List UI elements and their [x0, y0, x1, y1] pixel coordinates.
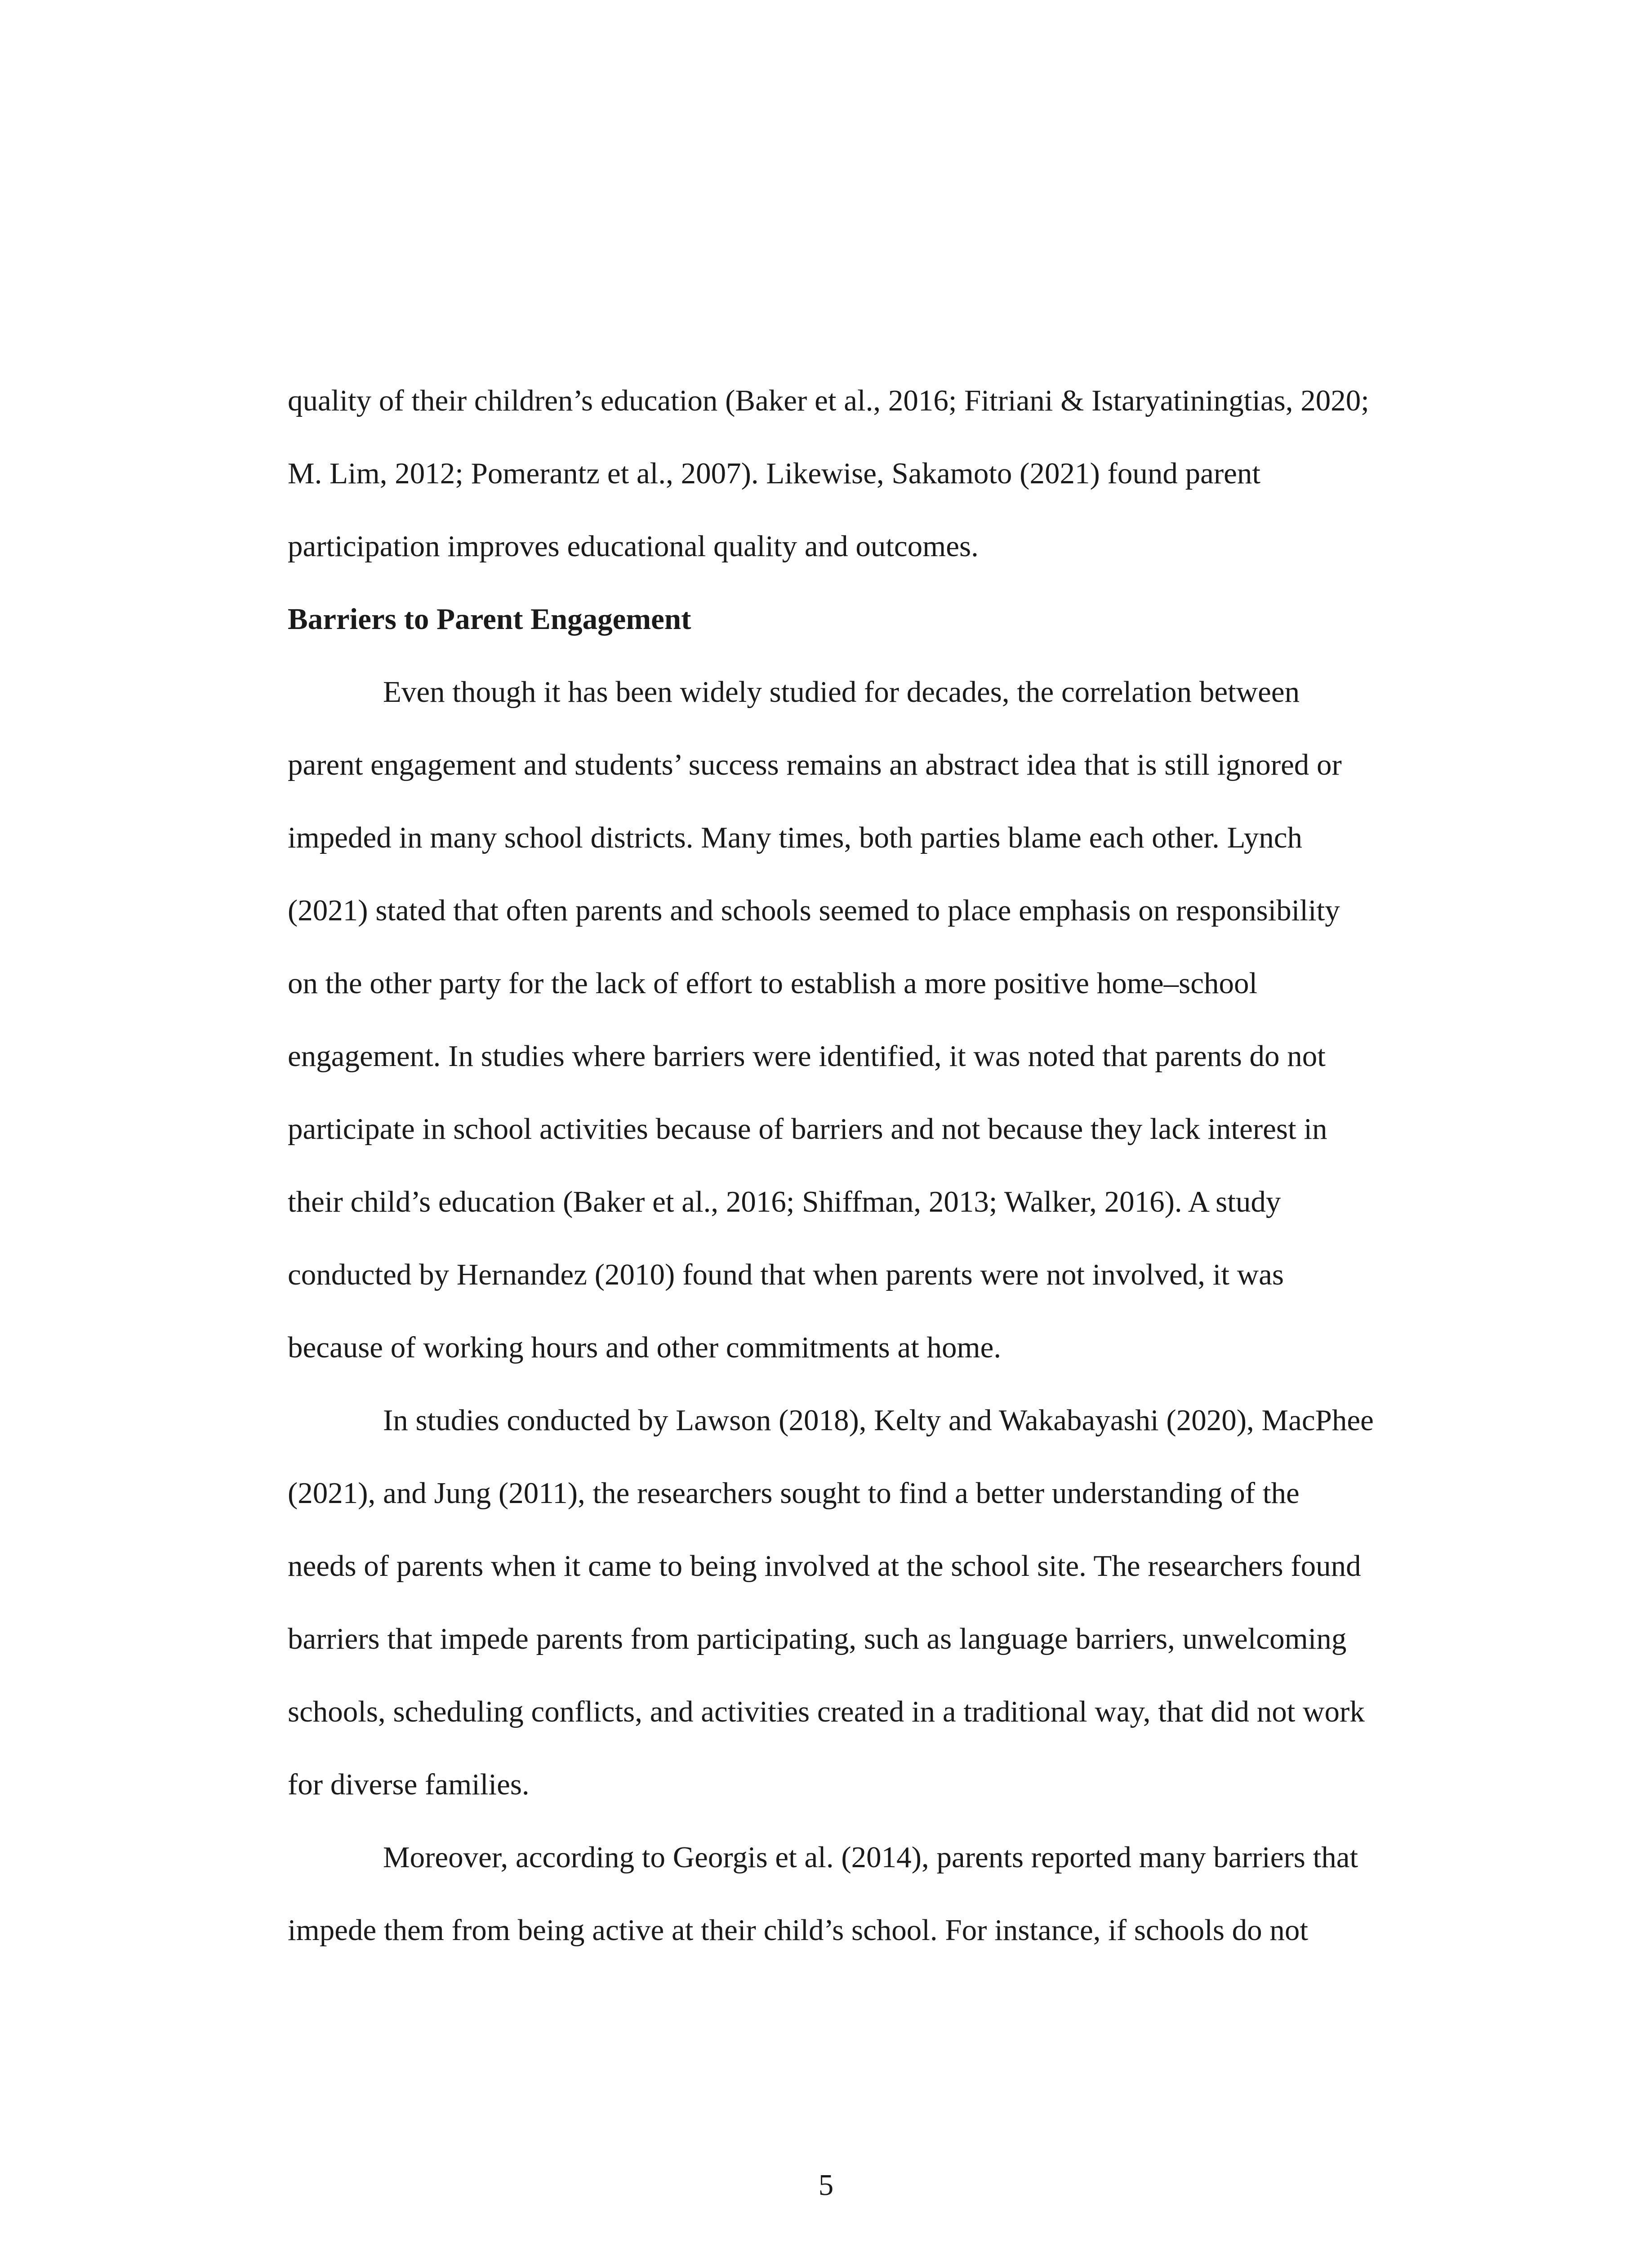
- text-line: conducted by Hernandez (2010) found that when parents were not involved, it was: [288, 1258, 1284, 1291]
- text-line: their child’s education (Baker et al., 2016; Shiffman, 2013; Walker, 2016). A study: [288, 1185, 1281, 1218]
- text-line: for diverse families.: [288, 1768, 530, 1801]
- text-line: barriers that impede parents from participating, such as language barriers, unwelcoming: [288, 1622, 1347, 1655]
- text-line: participate in school activities because of barriers and not because they lack interest in: [288, 1112, 1327, 1146]
- text-line: M. Lim, 2012; Pomerantz et al., 2007). Likewise, Sakamoto (2021) found parent: [288, 457, 1261, 490]
- text-line: schools, scheduling conflicts, and activities created in a traditional way, that did not work: [288, 1695, 1365, 1728]
- text-line: engagement. In studies where barriers were identified, it was noted that parents do not: [288, 1039, 1326, 1073]
- text-line: because of working hours and other commitments at home.: [288, 1331, 1002, 1364]
- text-line: impede them from being active at their child’s school. For instance, if schools do not: [288, 1913, 1309, 1947]
- text-line: quality of their children’s education (Baker et al., 2016; Fitriani & Istaryatiningtias, 2020;: [288, 384, 1369, 417]
- page-number: 5: [818, 2168, 834, 2202]
- text-line: (2021) stated that often parents and schools seemed to place emphasis on responsibility: [288, 894, 1340, 927]
- section-heading: Barriers to Parent Engagement: [288, 602, 691, 636]
- text-line: needs of parents when it came to being involved at the school site. The researchers found: [288, 1549, 1361, 1583]
- paragraph-first-line: In studies conducted by Lawson (2018), Kelty and Wakabayashi (2020), MacPhee: [383, 1404, 1374, 1437]
- paragraph-first-line: Moreover, according to Georgis et al. (2014), parents reported many barriers that: [383, 1841, 1358, 1874]
- paragraph-first-line: Even though it has been widely studied for decades, the correlation between: [383, 675, 1300, 709]
- text-line: parent engagement and students’ success remains an abstract idea that is still ignored or: [288, 748, 1342, 781]
- text-line: participation improves educational quality and outcomes.: [288, 530, 979, 563]
- body-text: [288, 364, 1438, 1967]
- text-line: on the other party for the lack of effort to establish a more positive home–school: [288, 967, 1258, 1000]
- text-line: (2021), and Jung (2011), the researchers sought to find a better understanding of the: [288, 1476, 1300, 1510]
- text-line: impeded in many school districts. Many times, both parties blame each other. Lynch: [288, 821, 1303, 854]
